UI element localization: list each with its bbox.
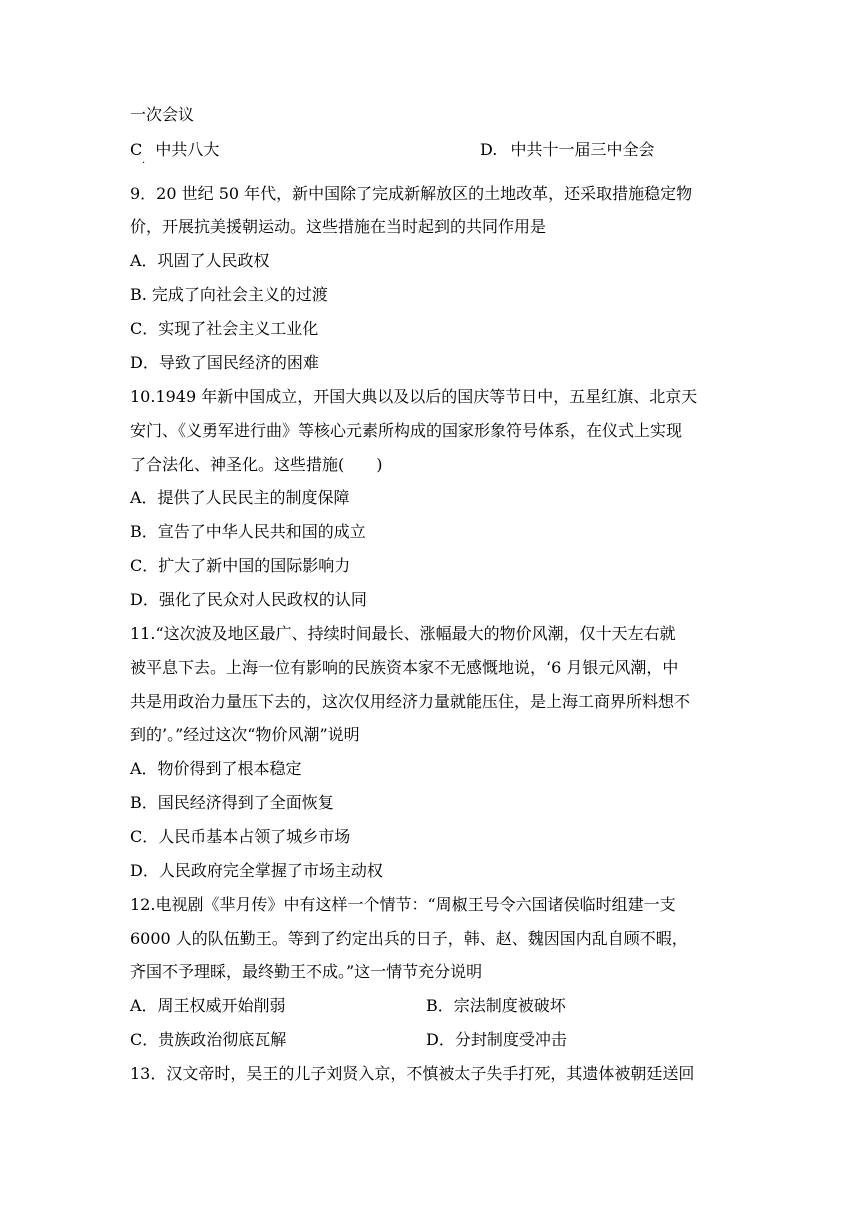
question-10-option-d: D．强化了民众对人民政权的认同 (130, 590, 367, 609)
question-10-option-b: B．宣告了中华人民共和国的成立 (130, 522, 366, 541)
option-dot: · (142, 158, 146, 169)
question-12-stem: 6000 人的队伍勤王。等到了约定出兵的日子，韩、赵、魏因国内乱自顾不暇， (130, 929, 688, 948)
question-12-options-row-2 (130, 1030, 740, 1050)
question-12-option-a: A．周王权威开始削弱 (130, 996, 286, 1015)
question-9-stem: 价，开展抗美援朝运动。这些措施在当时起到的共同作用是 (130, 217, 547, 236)
question-11-stem: 被平息下去。上海一位有影响的民族资本家不无感慨地说，‘6 月银元风潮，中 (130, 658, 679, 677)
question-10-option-a: A．提供了人民民主的制度保障 (130, 488, 350, 507)
question-12-stem: 12.电视剧《芈月传》中有这样一个情节：“周椒王号令六国诸侯临时组建一支 (130, 895, 676, 914)
question-10-stem: 10.1949 年新中国成立，开国大典以及以后的国庆等节日中，五星红旗、北京天 (130, 387, 698, 406)
question-12-stem: 齐国不予理睬，最终勤王不成。”这一情节充分说明 (130, 962, 483, 981)
q8-options-row (130, 140, 740, 169)
option-label-c: C (130, 140, 143, 159)
question-9-option-a: A．巩固了人民政权 (130, 251, 270, 270)
question-9-option-b: B. 完成了向社会主义的过渡 (130, 285, 328, 304)
question-11-option-b: B．国民经济得到了全面恢复 (130, 793, 334, 812)
question-10-stem: 了合法化、神圣化。这些措施( ) (130, 455, 383, 474)
question-11-option-c: C．人民币基本占领了城乡市场 (130, 827, 351, 846)
text-line: 一次会议 (130, 105, 195, 124)
question-10-option-c: C．扩大了新中国的国际影响力 (130, 556, 351, 575)
question-12-option-b: B．宗法制度被破坏 (426, 996, 566, 1015)
question-11-option-d: D．人民政府完全掌握了市场主动权 (130, 861, 383, 880)
option-d (480, 140, 654, 160)
question-9-option-d: D．导致了国民经济的困难 (130, 353, 319, 372)
option-d-text: 中共十一届三中全会 (510, 140, 655, 159)
option-label-d: D. (480, 140, 498, 159)
question-12-option-c: C．贵族政治彻底瓦解 (130, 1030, 287, 1049)
question-9-stem: 9．20 世纪 50 年代，新中国除了完成新解放区的土地改革，还采取措施稳定物 (130, 184, 693, 203)
question-12-option-d: D．分封制度受冲击 (426, 1030, 567, 1049)
question-9-option-c: C．实现了社会主义工业化 (130, 319, 319, 338)
question-11-stem: 到的’。”经过这次“物价风潮”说明 (130, 725, 360, 744)
question-10-stem: 安门、《义勇军进行曲》等核心元素所构成的国家形象符号体系，在仪式上实现 (130, 421, 683, 440)
question-13-stem: 13．汉文帝时，吴王的儿子刘贤入京，不慎被太子失手打死，其遗体被朝廷送回 (130, 1064, 695, 1083)
question-11-stem: 共是用政治力量压下去的，这次仅用经济力量就能压住，是上海工商界所料想不 (130, 692, 691, 711)
question-11-stem: 11.“这次波及地区最广、持续时间最长、涨幅最大的物价风潮，仅十天左右就 (130, 624, 676, 643)
question-11-option-a: A．物价得到了根本稳定 (130, 759, 302, 778)
option-c-text: 中共八大 (155, 140, 220, 159)
question-12-options-row-1 (130, 996, 740, 1016)
